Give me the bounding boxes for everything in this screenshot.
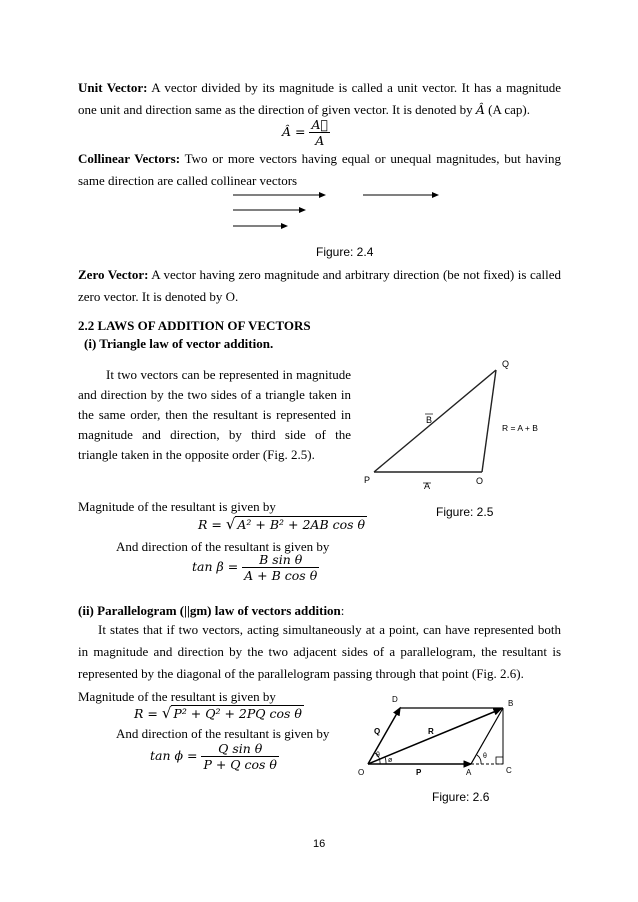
fig26-label-p: P bbox=[416, 768, 422, 777]
zero-vector-term: Zero Vector: bbox=[78, 267, 149, 282]
triangle-mag-label: Magnitude of the resultant is given by bbox=[78, 499, 276, 514]
fig25-label-b: B bbox=[426, 415, 433, 425]
fig26-label-theta-a: θ bbox=[483, 753, 487, 760]
parallelogram-dir-lhs: tan ϕ = bbox=[150, 748, 198, 763]
fig26-label-phi: ø bbox=[388, 757, 393, 764]
fig26-label-r: R bbox=[428, 727, 434, 736]
zero-vector-paragraph bbox=[78, 264, 561, 308]
triangle-dir-label: And direction of the resultant is given by bbox=[116, 539, 330, 554]
fig26-side-ab bbox=[471, 708, 503, 764]
fig25-label-a: A bbox=[424, 481, 431, 491]
page-number: 16 bbox=[313, 838, 326, 850]
zero-vector-text: A vector having zero magnitude and arbitrary direction (be not fixed) is called zero vector. It is denoted by O. bbox=[78, 267, 561, 304]
fig26-label-d: D bbox=[392, 695, 398, 704]
triangle-dir-lhs: tan β = bbox=[192, 559, 239, 574]
fig26-label-theta: θ bbox=[376, 752, 380, 759]
fig26-label-b: B bbox=[508, 699, 514, 708]
fig26-right-angle bbox=[496, 757, 503, 764]
parallelogram-dir-label: And direction of the resultant is given by bbox=[116, 726, 330, 741]
triangle-mag-lhs: R = bbox=[198, 517, 226, 532]
figure-2-4-caption: Figure: 2.4 bbox=[316, 245, 374, 259]
fig26-theta-arc-a bbox=[477, 755, 481, 764]
fig25-label-r: R = A + B bbox=[502, 423, 538, 433]
triangle-law-heading: (i) Triangle law of vector addition. bbox=[84, 336, 274, 351]
fig26-label-a: A bbox=[466, 768, 472, 777]
fig26-label-o: O bbox=[358, 768, 365, 777]
unit-vector-eq-den: A bbox=[309, 132, 330, 148]
parallelogram-mag-label: Magnitude of the resultant is given by bbox=[78, 689, 276, 704]
fig25-label-p: P bbox=[364, 475, 371, 485]
fig25-side-oq bbox=[482, 370, 496, 472]
unit-vector-eq-lhs: Â = bbox=[282, 124, 306, 139]
triangle-dir-den: A + B cos θ bbox=[244, 568, 318, 583]
unit-vector-text: A vector divided by its magnitude is called a unit vector. It has a magnitude one unit and direction same as the direction of given vector. It is denoted by bbox=[78, 80, 561, 117]
parallelogram-dir-num: Q sin θ bbox=[218, 741, 263, 756]
triangle-dir-num: B sin θ bbox=[259, 552, 303, 567]
unit-vector-equation bbox=[282, 117, 330, 148]
triangle-mag-equation: R = √ A² + B² + 2AB cos θ bbox=[198, 515, 366, 533]
collinear-term: Collinear Vectors: bbox=[78, 151, 181, 166]
figure-2-5 bbox=[362, 355, 562, 495]
fig26-label-c: C bbox=[506, 766, 512, 775]
figure-2-4 bbox=[225, 186, 445, 232]
unit-vector-term: Unit Vector: bbox=[78, 80, 148, 95]
figure-2-6-caption: Figure: 2.6 bbox=[432, 790, 490, 804]
fig25-side-pq bbox=[374, 370, 496, 472]
fig26-side-od bbox=[368, 708, 400, 764]
parallelogram-mag-rhs: P² + Q² + 2PQ cos θ bbox=[173, 706, 302, 721]
parallelogram-mag-equation: R = √ P² + Q² + 2PQ cos θ bbox=[134, 704, 302, 722]
fig25-label-o: O bbox=[476, 476, 484, 486]
triangle-law-paragraph: It two vectors can be represented in magnitude and direction by the two sides of a triangle taken in the same order, then the resultant is represented in magnitude and direction, by third side of the triangle taken in the opposite order (Fig. 2.5). bbox=[78, 367, 351, 462]
unit-vector-eq-num: A⃗ bbox=[311, 117, 328, 132]
fig25-label-q: Q bbox=[502, 359, 510, 369]
unit-vector-paragraph bbox=[78, 77, 561, 121]
fig26-phi-arc bbox=[385, 757, 386, 764]
parallelogram-dir-equation bbox=[150, 741, 279, 772]
parallelogram-heading-text: (ii) Parallelogram (||gm) law of vectors addition bbox=[78, 603, 341, 618]
triangle-mag-rhs: A² + B² + 2AB cos θ bbox=[237, 517, 366, 532]
triangle-dir-equation bbox=[192, 552, 319, 583]
parallelogram-paragraph: It states that if two vectors, acting simultaneously at a point, can have represented both in magnitude and direction by the two adjacent sides of a parallelogram, the resultant is represented by the diagonal of the parallelogram passing through that point (Fig. 2.6). bbox=[78, 622, 561, 681]
fig26-label-q: Q bbox=[374, 727, 381, 736]
figure-2-5-caption: Figure: 2.5 bbox=[436, 505, 494, 519]
unit-vector-text-end: (A cap). bbox=[484, 102, 530, 117]
section-heading: 2.2 LAWS OF ADDITION OF VECTORS bbox=[78, 318, 311, 333]
unit-vector-symbol: Â bbox=[475, 102, 485, 117]
figure-2-6 bbox=[356, 692, 531, 778]
collinear-text: Two or more vectors having equal or unequal magnitudes, but having same direction are called collinear vectors bbox=[78, 151, 561, 188]
parallelogram-heading-colon: : bbox=[340, 603, 345, 618]
parallelogram-mag-lhs: R = bbox=[134, 706, 162, 721]
fig26-diagonal-ob bbox=[368, 709, 501, 764]
parallelogram-dir-den: P + Q cos θ bbox=[203, 757, 277, 772]
